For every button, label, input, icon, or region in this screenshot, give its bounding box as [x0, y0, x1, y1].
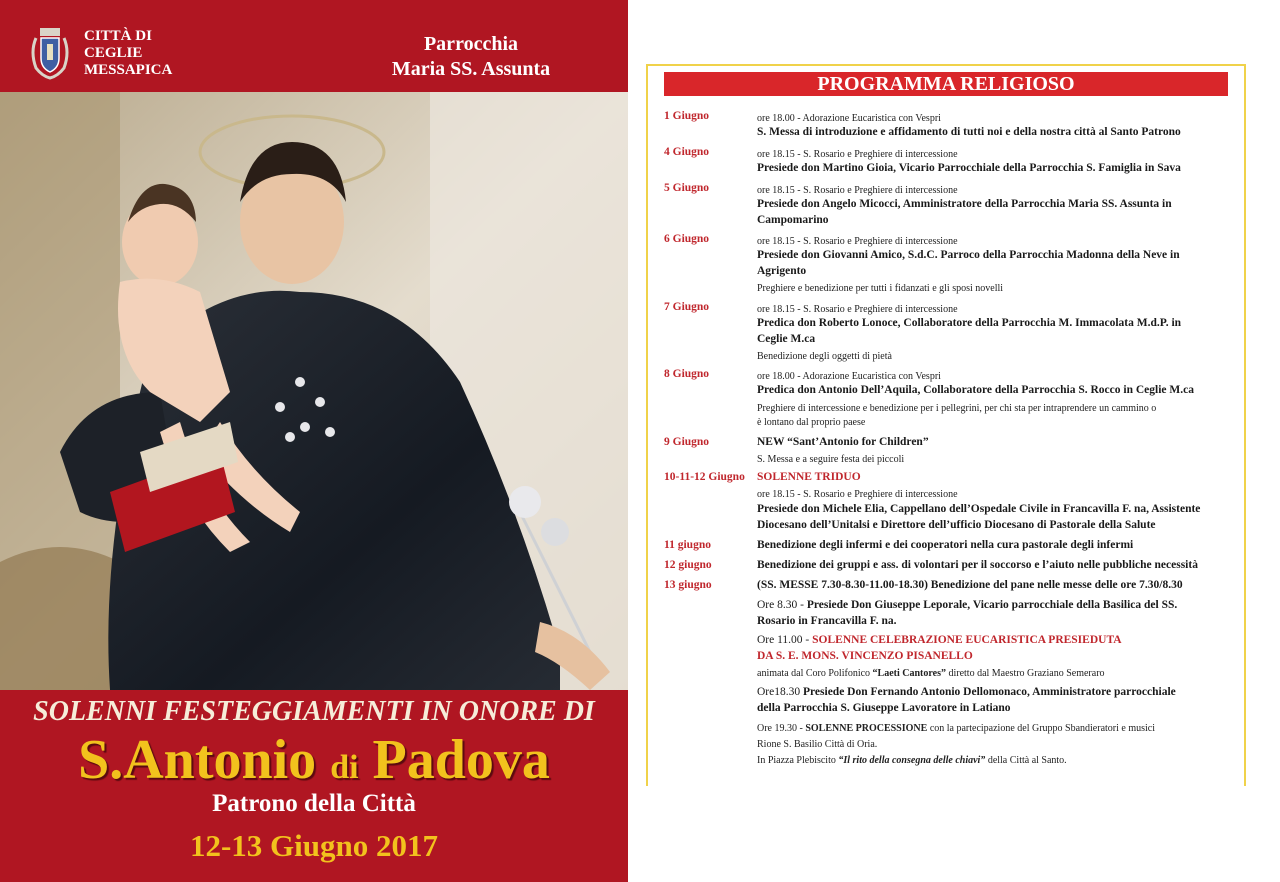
mass-red-text: SOLENNE CELEBRAZIONE EUCARISTICA PRESIEDUTA: [812, 634, 1122, 646]
schedule-line-bold: Presiede don Angelo Micocci, Amministratore della Parrocchia Maria SS. Assunta in: [757, 198, 1172, 210]
day-label: 11 giugno: [664, 539, 711, 551]
schedule-line: S. Messa e a seguire festa dei piccoli: [757, 454, 905, 465]
schedule-line-bold: Presiede don Giovanni Amico, S.d.C. Parroco della Parrocchia Madonna della Neve in: [757, 249, 1180, 261]
schedule-line: ore 18.15 - S. Rosario e Preghiere di intercessione: [757, 304, 958, 315]
city-line-2: CEGLIE: [84, 45, 143, 61]
saint-name: [0, 728, 628, 792]
keys-rite: “Il rito della consegna delle chiavi”: [838, 755, 986, 766]
city-line-3: MESSAPICA: [84, 62, 173, 78]
schedule-line: ore 18.15 - S. Rosario e Preghiere di intercessione: [757, 185, 958, 196]
mass-text: Presiede Don Giuseppe Leporale, Vicario parrocchiale della Basilica del SS.: [806, 599, 1178, 611]
schedule-line: ore 18.00 - Adorazione Eucaristica con Vespri: [757, 371, 941, 382]
mass-time: Ore 8.30 -: [757, 599, 807, 611]
city-line-1: CITTÀ DI: [84, 28, 152, 44]
saint-name-di: di: [330, 749, 359, 786]
schedule-line: ore 18.00 - Adorazione Eucaristica con Vespri: [757, 113, 941, 124]
schedule-line: ore 18.15 - S. Rosario e Preghiere di intercessione: [757, 149, 958, 160]
schedule-line-bold: (SS. MESSE 7.30-8.30-11.00-18.30) Benedizione del pane nelle messe delle ore 7.30/8.30: [757, 579, 1183, 591]
schedule-line-bold: NEW “Sant’Antonio for Children”: [757, 436, 929, 448]
schedule-line: è lontano dal proprio paese: [757, 417, 866, 428]
schedule-line-bold: Ceglie M.ca: [757, 333, 816, 345]
keys-line: [757, 754, 1229, 767]
mass-1830: [757, 685, 1229, 701]
day-label: 1 Giugno: [664, 110, 710, 122]
saint-name-part-1: S.Antonio: [78, 729, 317, 791]
day-label: 6 Giugno: [664, 233, 710, 245]
schedule-line: Rione S. Basilio Città di Oria.: [757, 739, 878, 750]
parish-name: [356, 32, 586, 82]
mass-0830: [757, 598, 1229, 614]
schedule-line-bold: S. Messa di introduzione e affidamento di tutti noi e della nostra città al Santo Patrono: [757, 126, 1181, 138]
procession-time: Ore 19.30 -: [757, 723, 806, 734]
festival-date: 12-13 Giugno 2017: [189, 828, 439, 863]
day-label: 13 giugno: [664, 579, 712, 591]
keys-text-c: della Città al Santo.: [985, 755, 1067, 766]
schedule-line-bold: Predica don Roberto Lonoce, Collaboratore della Parrocchia M. Immacolata M.d.P. in: [757, 317, 1182, 329]
saint-statue-photo: [0, 92, 628, 690]
schedule-line-bold: della Parrocchia S. Giuseppe Lavoratore in Latiano: [757, 702, 1011, 714]
day-label: 7 Giugno: [664, 301, 710, 313]
festival-poster: [0, 0, 628, 882]
keys-text-a: In Piazza Plebiscito: [757, 755, 839, 766]
schedule-line-bold: Benedizione dei gruppi e ass. di volontari per il soccorso e l’aiuto nelle pubbliche necessità: [757, 559, 1198, 571]
triduo-heading: SOLENNE TRIDUO: [757, 471, 861, 483]
schedule-line-bold: Campomarino: [757, 214, 829, 226]
procession-text: con la partecipazione del Gruppo Sbandieratori e musici: [927, 723, 1156, 734]
schedule-line: ore 18.15 - S. Rosario e Preghiere di intercessione: [757, 236, 958, 247]
procession-title: SOLENNE PROCESSIONE: [805, 723, 928, 734]
day-label: 9 Giugno: [664, 436, 710, 448]
parish-line-2: Maria SS. Assunta: [391, 58, 551, 80]
day-label: 4 Giugno: [664, 146, 710, 158]
program-title: PROGRAMMA RELIGIOSO: [664, 72, 1228, 96]
mass-red-text: DA S. E. MONS. VINCENZO PISANELLO: [757, 650, 973, 662]
schedule-line-bold: Agrigento: [757, 265, 807, 277]
mass-time: Ore 11.00 -: [757, 634, 813, 646]
schedule-line-bold: Benedizione degli infermi e dei cooperatori nella cura pastorale degli infermi: [757, 539, 1134, 551]
schedule-line-bold: Presiede don Martino Gioia, Vicario Parrocchiale della Parrocchia S. Famiglia in Sava: [757, 162, 1181, 174]
schedule-line-bold: Predica don Antonio Dell’Aquila, Collaboratore della Parrocchia S. Rocco in Ceglie M.ca: [757, 384, 1194, 396]
procession-line: [757, 722, 1229, 735]
saint-name-part-2: Padova: [372, 729, 550, 791]
schedule-line: Preghiere di intercessione e benedizione per i pellegrini, per chi sta per intraprendere un cammino o: [757, 403, 1157, 414]
schedule-line: Benedizione degli oggetti di pietà: [757, 351, 892, 362]
schedule-line: ore 18.15 - S. Rosario e Preghiere di intercessione: [757, 489, 958, 500]
parish-line-1: Parrocchia: [423, 33, 519, 55]
city-crest-icon: [26, 24, 74, 80]
choir-line: [757, 667, 1229, 680]
schedule-line-bold: Diocesano dell’Unitalsi e Direttore dell’ufficio Diocesano di Pastorale della Salute: [757, 519, 1156, 531]
mass-time: Ore18.30: [757, 686, 803, 698]
festivities-heading: SOLENNI FESTEGGIAMENTI IN ONORE DI: [33, 696, 595, 727]
day-label: 10-11-12 Giugno: [664, 471, 745, 483]
day-label: 12 giugno: [664, 559, 712, 571]
mass-text: Presiede Don Fernando Antonio Dellomonaco, Amministratore parrocchiale: [803, 686, 1176, 698]
schedule-line-bold: Rosario in Francavilla F. na.: [757, 615, 897, 627]
mass-1100: [757, 633, 1229, 649]
day-label: 5 Giugno: [664, 182, 710, 194]
choir-text-a: animata dal Coro Polifonico: [757, 668, 873, 679]
day-label: 8 Giugno: [664, 368, 710, 380]
schedule-line: Preghiere e benedizione per tutti i fidanzati e gli sposi novelli: [757, 283, 1004, 294]
city-name: [84, 28, 172, 79]
schedule-line-bold: Presiede don Michele Elia, Cappellano dell’Ospedale Civile in Francavilla F. na, Assistente: [757, 503, 1201, 515]
choir-text-c: diretto dal Maestro Graziano Semeraro: [945, 668, 1105, 679]
patron-subtitle: Patrono della Città: [212, 790, 416, 817]
choir-name: “Laeti Cantores”: [872, 668, 946, 679]
